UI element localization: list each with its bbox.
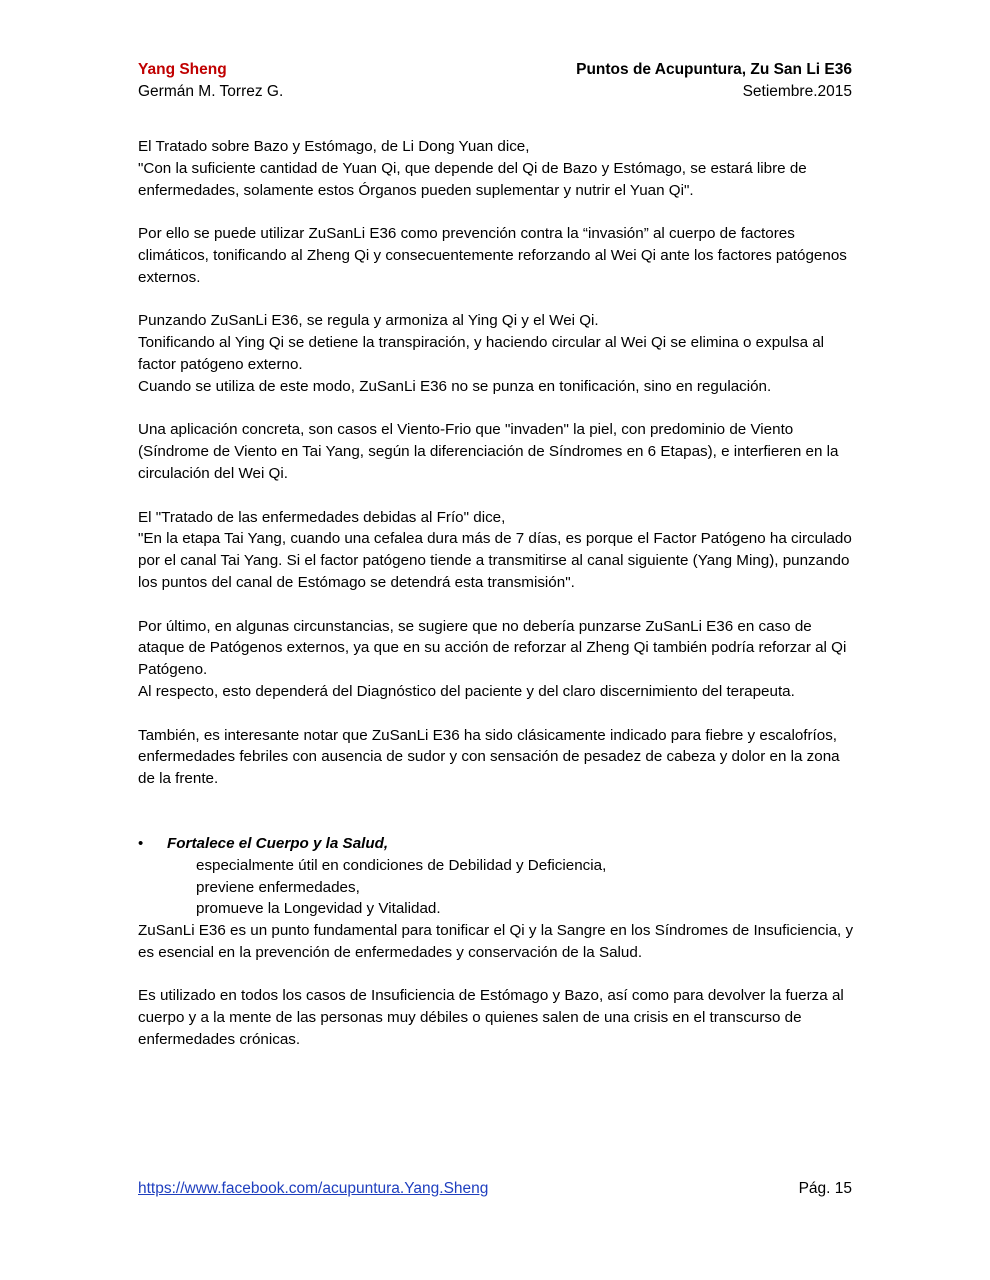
paragraph-line: El "Tratado de las enfermedades debidas al Frío" dice, [138,508,506,526]
paragraph-line: Punzando ZuSanLi E36, se regula y armoniza al Ying Qi y el Wei Qi. [138,312,599,330]
paragraph-3 [138,310,854,397]
bullet-subitem: promueve la Longevidad y Vitalidad. [196,900,441,918]
bullet-marker: • [138,834,144,852]
header-brand: Yang Sheng [138,61,227,78]
paragraph-4 [138,419,854,484]
paragraph-7 [138,725,854,790]
bullet-title: Fortalece el Cuerpo y la Salud, [167,834,389,852]
bullet-subitem: especialmente útil en condiciones de Debilidad y Deficiencia, [196,856,607,874]
header-author: Germán M. Torrez G. [138,83,284,100]
paragraph-2 [138,223,854,288]
bullet-list-item [138,833,854,920]
paragraph-line: El Tratado sobre Bazo y Estómago, de Li Dong Yuan dice, [138,138,530,155]
footer-facebook-link[interactable]: https://www.facebook.com/acupuntura.Yang.Sheng [138,1180,489,1197]
bullet-subitem: previene enfermedades, [196,878,360,896]
paragraph-5 [138,507,854,594]
paragraph-line: Por último, en algunas circunstancias, se sugiere que no debería punzarse ZuSanLi E36 en caso de ataque de Patógenos externos, ya que en su acción de reforzar al Zheng Qi también podría reforzar al Qi Patógeno. [138,617,847,679]
paragraph-6 [138,616,854,703]
header-date: Setiembre.2015 [742,83,852,100]
header-right [576,59,852,103]
header-left [138,59,283,103]
paragraph-line: Al respecto, esto dependerá del Diagnóstico del paciente y del claro discernimiento del terapeuta. [138,682,795,700]
paragraph-line: También, es interesante notar que ZuSanLi E36 ha sido clásicamente indicado para fiebre y escalofríos, enfermedades febriles con ausencia de sudor y con sensación de pesadez de cabeza y dolor en la zona de la frente. [138,726,840,788]
paragraph-line: "Con la suficiente cantidad de Yuan Qi, que depende del Qi de Bazo y Estómago, se estará libre de enfermedades, solamente estos Órganos pueden suplementar y nutrir el Yuan Qi". [138,159,807,199]
paragraph-line: Una aplicación concreta, son casos el Viento-Frio que "invaden" la piel, con predominio de Viento (Síndrome de Viento en Tai Yang, según la diferenciación de Síndromes en 6 Etapas), e interfieren en la circulación del Wei Qi. [138,421,839,482]
paragraph-line: Cuando se utiliza de este modo, ZuSanLi E36 no se punza en tonificación, sino en regulación. [138,377,772,395]
closing-paragraph-1: ZuSanLi E36 es un punto fundamental para tonificar el Qi y la Sangre en los Síndromes de Insuficiencia, y es esencial en la prevención de enfermedades y conservación de la Salud. [138,922,854,961]
paragraph-line: "En la etapa Tai Yang, cuando una cefalea dura más de 7 días, es porque el Factor Patógeno ha circulado por el canal Tai Yang. Si el factor patógeno tiende a transmitirse al canal siguiente (Yang Ming), punzando los puntos del canal de Estómago se detendrá esta transmisión". [138,530,852,591]
closing-paragraph-2: Es utilizado en todos los casos de Insuficiencia de Estómago y Bazo, así como para devolver la fuerza al cuerpo y a la mente de las personas muy débiles o quienes salen de una crisis en el transcurso de enfermedades crónicas. [138,987,844,1049]
paragraph-line: Por ello se puede utilizar ZuSanLi E36 como prevención contra la “invasión” al cuerpo de factores climáticos, tonificando al Zheng Qi y consecuentemente reforzando al Wei Qi ante los factores patógenos externos. [138,225,847,286]
header-title: Puntos de Acupuntura, Zu San Li E36 [576,61,852,78]
paragraph-line: Tonificando al Ying Qi se detiene la transpiración, y haciendo circular al Wei Qi se elimina o expulsa al factor patógeno externo. [138,334,825,373]
paragraph-1 [138,136,854,201]
body-content [138,136,854,1073]
page-number: Pág. 15 [798,1180,852,1197]
